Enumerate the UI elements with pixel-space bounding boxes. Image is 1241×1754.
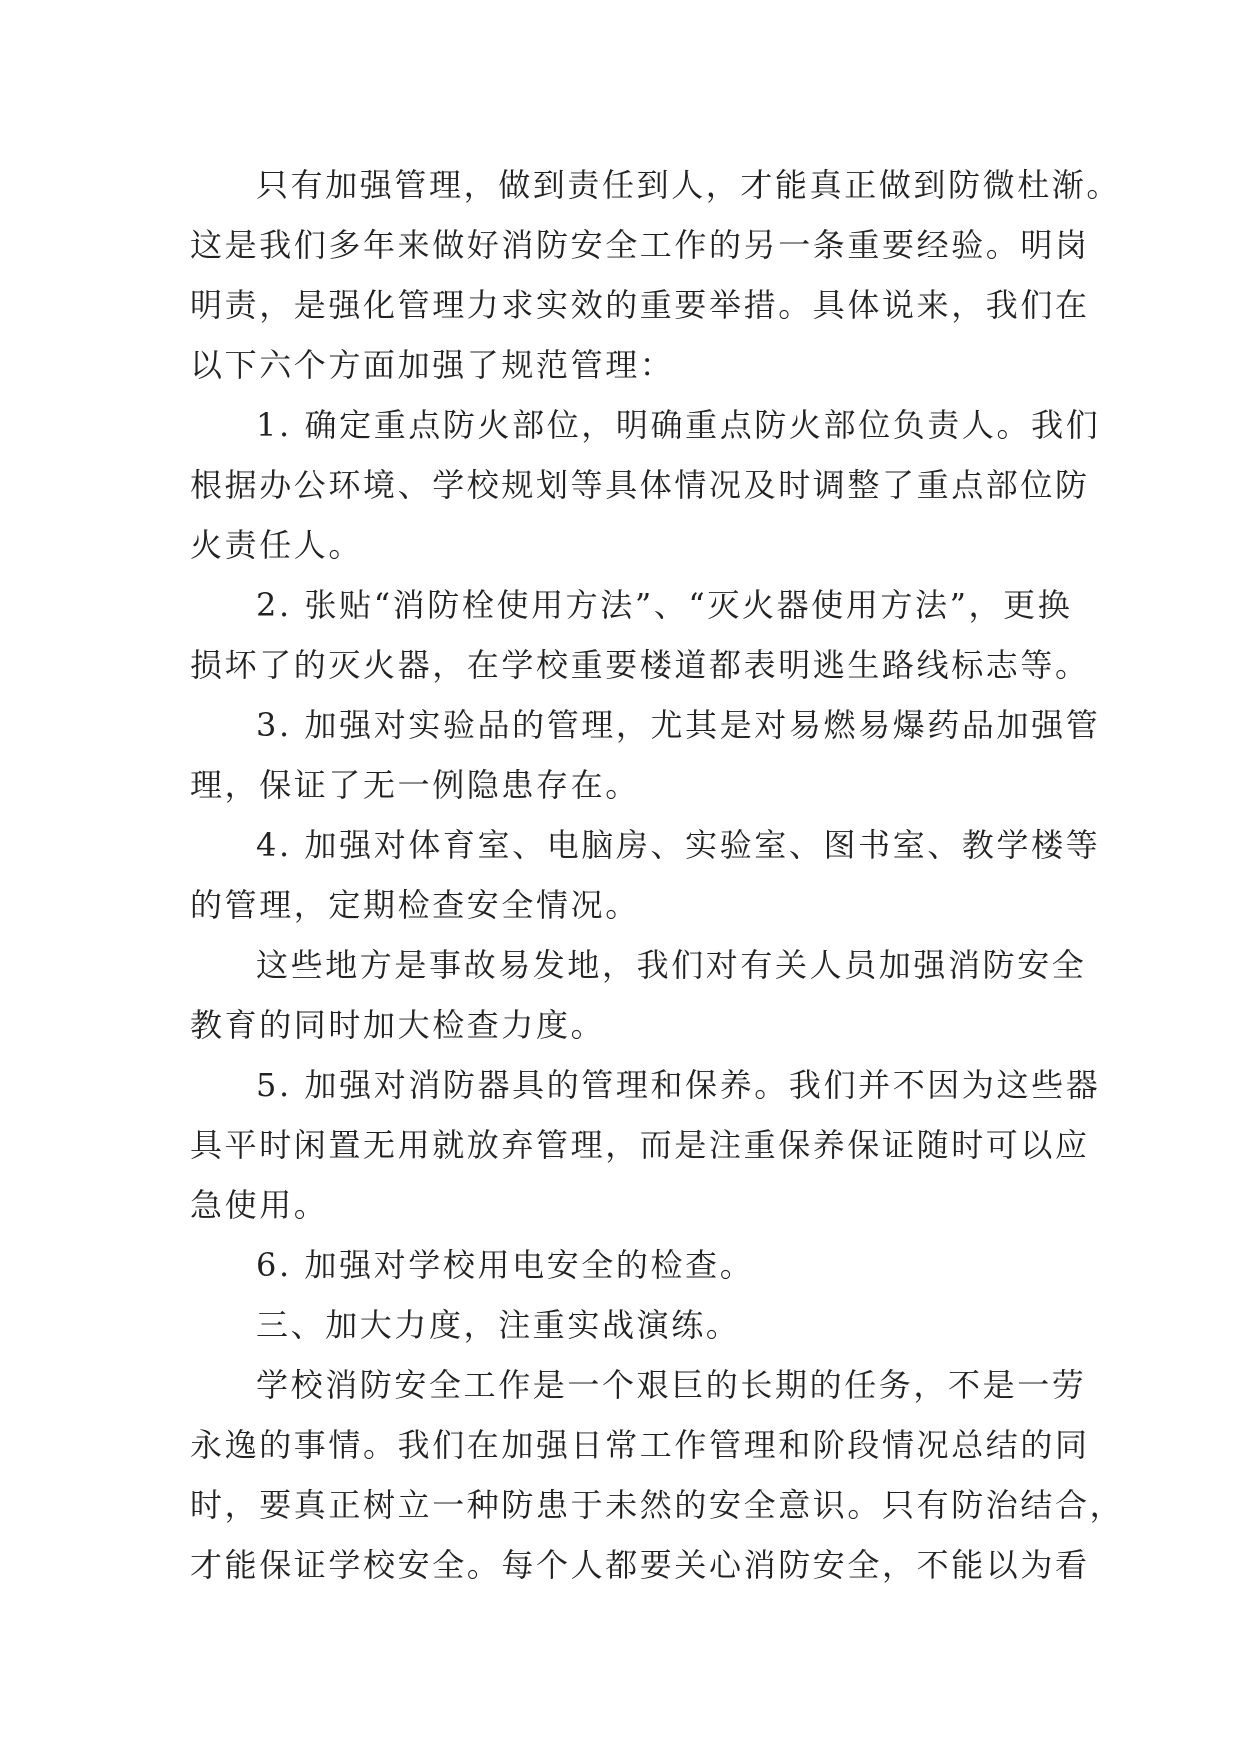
text-line: 这是我们多年来做好消防安全工作的另一条重要经验。明岗 <box>190 226 1090 264</box>
text-line: 5. 加强对消防器具的管理和保养。我们并不因为这些器 <box>256 1066 1101 1104</box>
text-line: 理，保证了无一例隐患存在。 <box>190 766 640 804</box>
text-line: 教育的同时加大检查力度。 <box>190 1006 606 1044</box>
text-line: 以下六个方面加强了规范管理： <box>190 346 675 384</box>
text-line: 明责，是强化管理力求实效的重要举措。具体说来，我们在 <box>190 286 1090 324</box>
text-line: 4. 加强对体育室、电脑房、实验室、图书室、教学楼等 <box>256 826 1101 864</box>
text-line: 根据办公环境、学校规划等具体情况及时调整了重点部位防 <box>190 466 1090 504</box>
text-line: 的管理，定期检查安全情况。 <box>190 886 640 924</box>
text-line: 1. 确定重点防火部位，明确重点防火部位负责人。我们 <box>256 406 1101 444</box>
text-line: 急使用。 <box>190 1186 329 1224</box>
text-line: 3. 加强对实验品的管理，尤其是对易燃易爆药品加强管 <box>256 706 1101 744</box>
text-line: 这些地方是事故易发地，我们对有关人员加强消防安全 <box>256 946 1087 984</box>
text-line: 只有加强管理，做到责任到人，才能真正做到防微杜渐。 <box>256 166 1122 204</box>
text-line: 6. 加强对学校用电安全的检查。 <box>256 1246 755 1284</box>
text-line: 火责任人。 <box>190 526 364 564</box>
text-line: 具平时闲置无用就放弃管理，而是注重保养保证随时可以应 <box>190 1126 1090 1164</box>
text-line: 时，要真正树立一种防患于未然的安全意识。只有防治结合， <box>190 1486 1125 1524</box>
text-line: 永逸的事情。我们在加强日常工作管理和阶段情况总结的同 <box>190 1426 1090 1464</box>
section-heading: 三、加大力度，注重实战演练。 <box>256 1306 741 1344</box>
text-line: 损坏了的灭火器，在学校重要楼道都表明逃生路线标志等。 <box>190 646 1090 684</box>
text-line: 2. 张贴“消防栓使用方法”、“灭火器使用方法”，更换 <box>256 586 1073 624</box>
text-line: 才能保证学校安全。每个人都要关心消防安全，不能以为看 <box>190 1546 1090 1584</box>
text-line: 学校消防安全工作是一个艰巨的长期的任务，不是一劳 <box>256 1366 1087 1404</box>
